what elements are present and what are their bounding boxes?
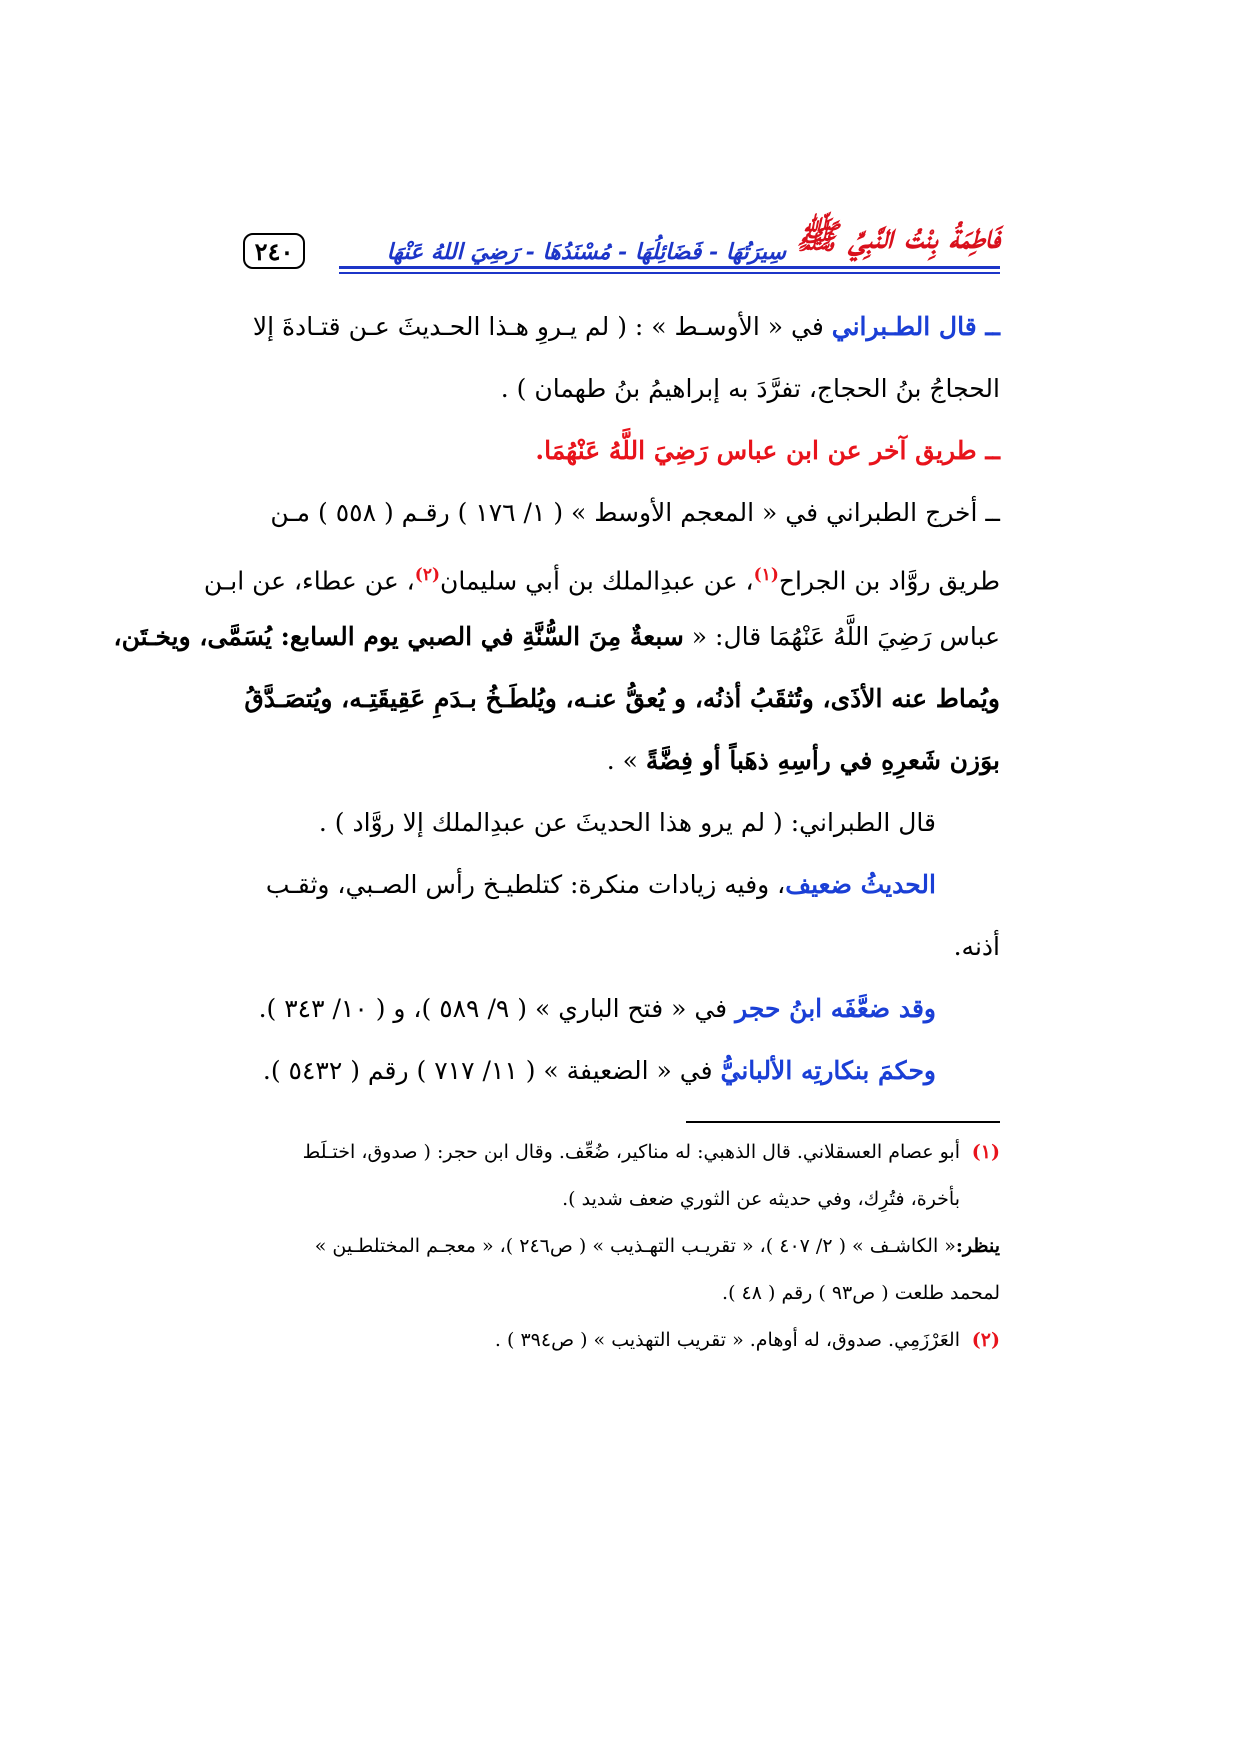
paragraph-line <box>203 544 1000 606</box>
page-body <box>113 296 1000 1102</box>
paragraph-line <box>243 1040 1000 1102</box>
footnote-ref-1[interactable]: (١) <box>753 565 779 585</box>
footnote-ref-2[interactable]: (٢) <box>414 565 440 585</box>
footnote-number: (٢) <box>971 1329 1000 1351</box>
footnote-text: بأخرة، فتُرِك، وفي حديثه عن الثوري ضعف شديد ). <box>562 1188 960 1210</box>
book-title-main: فَاطِمَةُ بِنْتُ النَّبِيِّ ﷺ <box>796 217 1000 257</box>
footnote-number: (١) <box>971 1141 1000 1163</box>
paragraph-line <box>243 978 1000 1040</box>
hadith-grade: الحديثُ ضعيف <box>785 870 936 899</box>
footnote-text: العَرْزَمِي. صدوق، له أوهام. « تقريب التهذيب » ( ص٣٩٤ ) . <box>494 1329 960 1351</box>
text-run: ، عن عبدِالملك بن أبي سليمان <box>440 566 754 596</box>
footnote-text: « الكاشـف » ( ٢/ ٤٠٧ )، « تقريـب التهـذيب » ( ص٢٤٦ )، « معجـم المختلطـين » <box>314 1235 956 1257</box>
footnote-text: لمحمد طلعت ( ص٩٣ ) رقم ( ٤٨ ). <box>722 1282 1000 1304</box>
paragraph-line: الحجاجُ بنُ الحجاج، تفرَّدَ به إبراهيمُ بنُ طهمان ) . <box>500 374 1000 403</box>
paragraph-line <box>243 730 1000 792</box>
book-title-subtitle: سِيرَتُهَا - فَضَائِلُهَا - مُسْنَدُهَا - رَضِيَ اللهُ عَنْهَا <box>386 239 786 265</box>
page-number: ٢٤٠ <box>243 233 305 269</box>
book-title <box>360 207 1000 265</box>
header-rule <box>339 266 1000 269</box>
text-run: ، عن عطاء، عن ابـن <box>203 566 415 596</box>
footnote-1 <box>243 1129 1000 1176</box>
paragraph-line <box>243 854 1000 916</box>
scholar-judgement: وحكمَ بنكارتِه الألبانيُّ <box>720 1056 936 1085</box>
hadith-text: ويُماط عنه الأذَى، وتُثقَبُ أذنُه، و يُعقُّ عنـه، ويُلطَـخُ بـدَمِ عَقِيقَتِـه، ويُتصَـدَّقُ <box>244 684 1000 713</box>
footnote-text: أبو عصام العسقلاني. قال الذهبي: له مناكير، ضُعِّف. وقال ابن حجر: ( صدوق، اختـلَط <box>302 1141 960 1163</box>
text-run: ، وفيه زيادات منكرة: كتلطيـخ رأس الصـبي، وثقـب <box>265 870 786 899</box>
paragraph-line <box>243 296 1000 358</box>
paragraph-line: قال الطبراني: ( لم يرو هذا الحديثَ عن عبدِالملك إلا روَّاد ) . <box>318 808 936 837</box>
hadith-text: بوَزن شَعرِهِ في رأسِهِ ذهَباً أو فِضَّةً <box>645 746 1000 775</box>
text-run: في « الأوسـط » : ( لم يـروِ هـذا الحـديثَ عـن قتـادةَ إلا <box>252 312 832 341</box>
paragraph-line: ــ أخرج الطبراني في « المعجم الأوسط » ( ١/ ١٧٦ ) رقـم ( ٥٥٨ ) مـن <box>270 498 1000 527</box>
text-run: » . <box>606 746 646 775</box>
page-header <box>243 205 1000 275</box>
text-run: في « فتح الباري » ( ٩/ ٥٨٩ )، و ( ١٠/ ٣٤٣ ). <box>258 994 736 1023</box>
text-run: في « الضعيفة » ( ١١/ ٧١٧ ) رقم ( ٥٤٣٢ ). <box>262 1056 721 1085</box>
paragraph-line <box>113 606 1000 668</box>
paragraph-line: أذنه. <box>953 932 1000 961</box>
text-run: طريق روَّاد بن الجراح <box>778 566 1000 596</box>
tabarani-quote-lead: ــ قال الطـبراني <box>831 312 1000 341</box>
text-run: عباس رَضِيَ اللَّهُ عَنْهُمَا قال: « <box>683 622 1000 651</box>
footnotes <box>243 1129 1000 1364</box>
section-heading: ــ طريق آخر عن ابن عباس رَضِيَ اللَّهُ عَنْهُمَا. <box>535 436 1000 465</box>
header-rule-thin <box>339 272 1000 274</box>
hadith-text: سبعةٌ مِنَ السُّنَّةِ في الصبي يوم السابع: يُسَمَّى، ويخـتَن، <box>113 622 684 651</box>
footnote-references <box>243 1223 1000 1270</box>
footnote-separator <box>686 1121 1000 1123</box>
see-label: ينظر: <box>955 1235 1000 1257</box>
scholar-judgement: وقد ضعَّفَه ابنُ حجر <box>735 994 936 1023</box>
footnote-2 <box>243 1317 1000 1364</box>
